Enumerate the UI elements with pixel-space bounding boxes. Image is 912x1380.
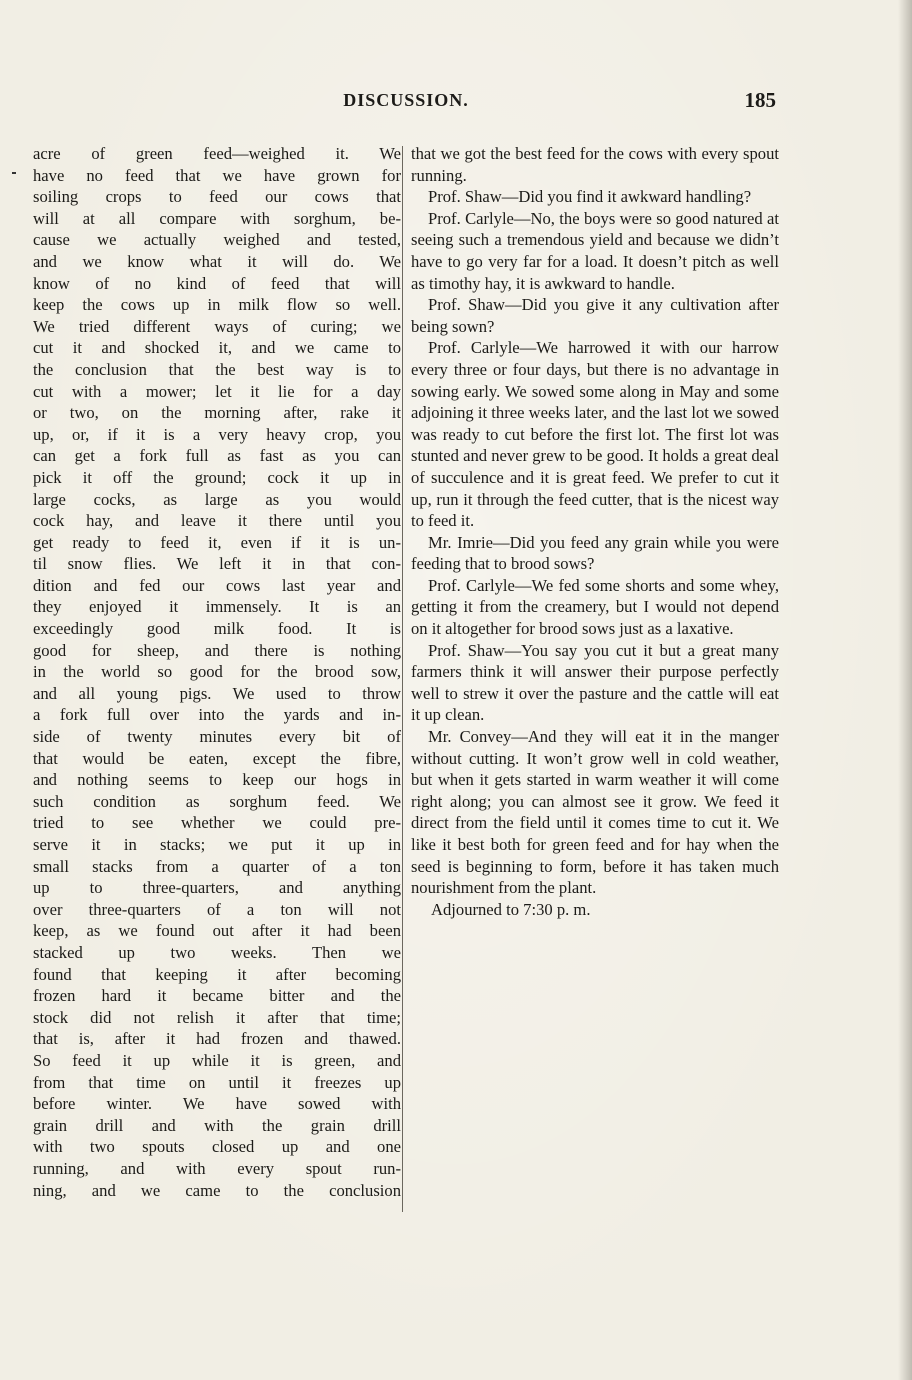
text-line: serve it in stacks; we put it up in: [33, 835, 401, 854]
text-line: dition and fed our cows last year and: [33, 575, 401, 595]
text-line: stacked up two weeks. Then we: [33, 942, 401, 962]
left-column: [33, 143, 401, 1201]
text-line: keep the cows up in milk flow so well.: [33, 295, 401, 315]
paragraph: Mr. Convey—And they will eat it in the manger without cutting. It won’t grow well in cold weather, but when it gets started in warm weather it will come right along; you can almost see it grow. We feed it direct from the field until it comes time to cut it. We like it best both for green feed and for hay when the seed is beginning to form, before it has taken much nourishment from the plant.: [411, 727, 779, 898]
text-line: and all young pigs. We used to throw: [33, 683, 401, 703]
text-line: cut it and shocked it, and we came to: [33, 338, 401, 358]
text-line: that would be eaten, except the fibre,: [33, 748, 401, 768]
text-line: good for sheep, and there is nothing: [33, 640, 401, 660]
text-line: up to three-quarters, and anything: [33, 878, 401, 898]
text-line: get ready to feed it, even if it is un-: [33, 532, 401, 552]
margin-mark: [12, 172, 16, 174]
text-line: from that time on until it freezes up: [33, 1072, 401, 1092]
paragraph: Prof. Carlyle—We fed some shorts and some whey, getting it from the creamery, but I would not depend on it altogether for brood sows just as a laxative.: [411, 575, 779, 639]
paragraph: Prof. Shaw—Did you give it any cultivation after being sown?: [411, 295, 779, 336]
paragraph: Prof. Carlyle—No, the boys were so good natured at seeing such a tremendous yield and because we didn’t have to go very far for a load. It doesn’t pitch as well as timothy hay, it is awkward to handle.: [411, 208, 779, 293]
page-number: 185: [744, 88, 776, 112]
text-line: and we know what it will do. We: [33, 251, 401, 271]
page-edge-shadow: [898, 0, 912, 1380]
text-line: with two spouts closed up and one: [33, 1137, 401, 1157]
text-line: til snow flies. We left it in that con-: [33, 554, 401, 574]
text-line: will at all compare with sorghum, be-: [33, 208, 401, 228]
running-head: [32, 88, 780, 116]
text-line: acre of green feed—weighed it. We: [33, 144, 401, 163]
text-line: and nothing seems to keep our hogs in: [33, 770, 401, 790]
paragraph: that we got the best feed for the cows with every spout running.: [411, 144, 779, 185]
text-line: pick it off the ground; cock it up in: [33, 467, 401, 487]
text-line: exceedingly good milk food. It is: [33, 619, 401, 639]
paragraph: Prof. Shaw—You say you cut it but a great many farmers think it will answer their purpose perfectly well to strew it over the pasture and the cattle will eat it up clean.: [411, 640, 779, 725]
text-line: the conclusion that the best way is to: [33, 359, 401, 379]
text-line: large cocks, as large as you would: [33, 489, 401, 509]
text-line: keep, as we found out after it had been: [33, 921, 401, 941]
paragraph: Prof. Carlyle—We harrowed it with our harrow every three or four days, but there is no advantage in sowing early. We sowed some along in May and some adjoining it three weeks later, and the last lot we sowed was ready to cut before the first lot. The first lot was stunted and never grew to be good. It holds a great deal of succulence and it is great feed. We prefer to cut it up, run it through the feed cutter, that is the nicest way to feed it.: [411, 338, 779, 531]
text-line: they enjoyed it immensely. It is an: [33, 597, 401, 617]
text-line: or two, on the morning after, rake it: [33, 403, 401, 423]
text-line: that is, after it had frozen and thawed.: [33, 1029, 401, 1049]
text-line: over three-quarters of a ton will not: [33, 899, 401, 919]
adjournment-note: Adjourned to 7:30 p. m.: [431, 899, 591, 919]
paragraph: Prof. Shaw—Did you find it awkward handling?: [428, 187, 752, 207]
text-line: ning, and we came to the conclusion: [33, 1180, 401, 1200]
running-title: DISCUSSION.: [343, 90, 469, 110]
text-line: cause we actually weighed and tested,: [33, 230, 401, 250]
text-line: small stacks from a quarter of a ton: [33, 856, 401, 876]
text-line: So feed it up while it is green, and: [33, 1050, 401, 1070]
text-line: side of twenty minutes every bit of: [33, 727, 401, 747]
text-line: found that keeping it after becoming: [33, 964, 401, 984]
text-line: in the world so good for the brood sow,: [33, 662, 401, 682]
right-column: [411, 143, 779, 920]
text-line: stock did not relish it after that time;: [33, 1007, 401, 1027]
text-line: grain drill and with the grain drill: [33, 1115, 401, 1135]
text-line: have no feed that we have grown for: [33, 165, 401, 185]
text-line: cut with a mower; let it lie for a day: [33, 381, 401, 401]
text-line: know of no kind of feed that will: [33, 273, 401, 293]
text-line: We tried different ways of curing; we: [33, 316, 401, 336]
paragraph: Mr. Imrie—Did you feed any grain while you were feeding that to brood sows?: [411, 532, 779, 574]
text-line: cock hay, and leave it there until you: [33, 511, 401, 531]
text-line: up, or, if it is a very heavy crop, you: [33, 424, 401, 444]
text-line: running, and with every spout run-: [33, 1158, 401, 1178]
text-line: a fork full over into the yards and in-: [33, 705, 401, 725]
text-line: tried to see whether we could pre-: [33, 813, 401, 833]
text-line: can get a fork full as fast as you can: [33, 446, 401, 466]
column-divider: [402, 146, 403, 1212]
text-line: soiling crops to feed our cows that: [33, 187, 401, 207]
text-line: before winter. We have sowed with: [33, 1094, 401, 1114]
text-line: frozen hard it became bitter and the: [33, 986, 401, 1006]
text-line: such condition as sorghum feed. We: [33, 791, 401, 811]
